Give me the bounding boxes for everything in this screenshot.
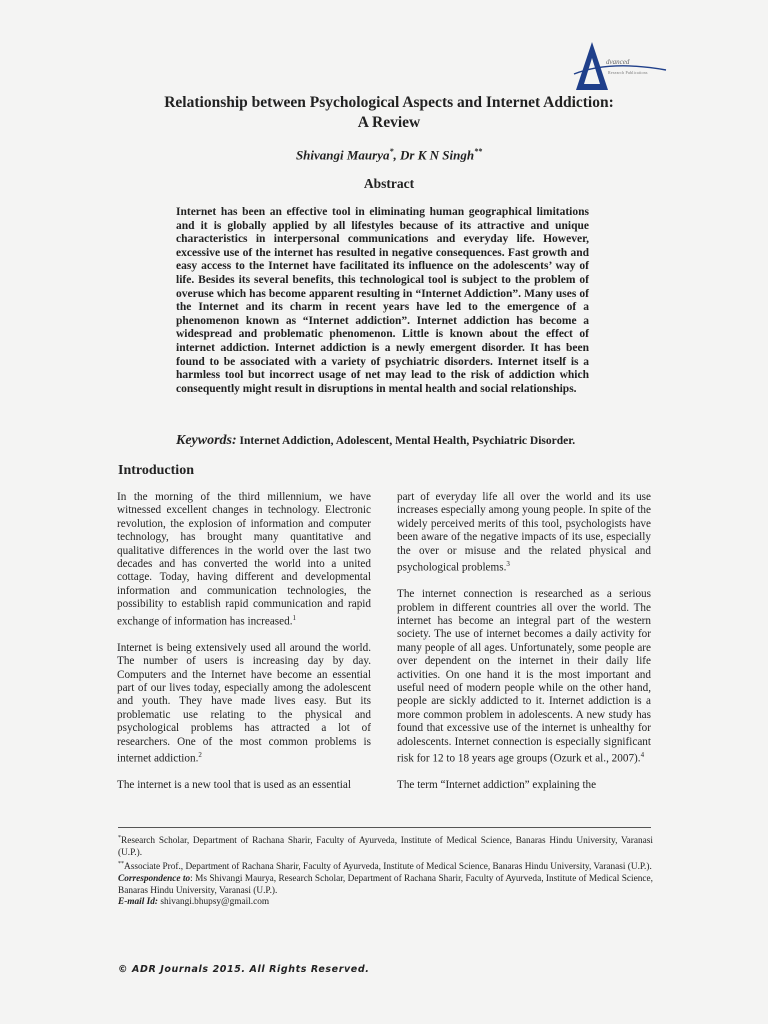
left-column — [117, 491, 371, 806]
abstract-text: Internet has been an effective tool in eliminating human geographical limitations and it is globally applied by all lifestyles because of its attractive and unique characteristics in interpersonal communications and everyday life. However, excessive use of the internet has resulted in negative consequences. Fast growth and easy access to the Internet have facilitated its influence on the adolescents’ way of life. Besides its several benefits, this technological tool is subject to the problem of overuse which has become apparent resulting in “Internet Addiction”. Many uses of the Internet and its charm in recent years have led to the emergence of a phenomenon known as “Internet addiction”. Internet addiction has become a widespread and problematic phenomenon. Little is known about the effect of internet addiction. Internet addiction is a newly emergent disorder. It has been found to be associated with a variety of psychiatric disorders. Internet itself is a harmless tool but incorrect usage of net may lead to the risk of addiction which consequently might result in disruptions in mental health and social relationships. — [176, 206, 589, 395]
correspondence: Correspondence to: Ms Shivangi Maurya, Research Scholar, Department of Rachana Sharir, Faculty of Ayurveda, Institute of Medical Science, Banaras Hindu University, Varanasi (U.P.). — [118, 873, 653, 896]
paragraph: Internet is being extensively used all around the world. The number of users is increasing day by day. Computers and the Internet have become an essential part of our lives today, especially among the adolescent and youth. They have made lives easy. But its problematic use relating to the physical and psychological problems has attracted a lot of researchers. One of the most common problems is internet addiction.$^2$ — [117, 641, 371, 765]
keywords — [176, 433, 606, 449]
paragraph: In the morning of the third millennium, we have witnessed excellent changes in technology. Electronic revolution, the explosion of information and computer technology, has brought many quantitative and qualitative differences in the world over the last two decades and has converted the world into a united cottage. Today, having different and developmental information and communication technologies, the possibility to establish rapid communication and rapid exchange of information has increased.$^1$ — [117, 491, 371, 628]
citation-ref: 4 — [640, 751, 645, 760]
paragraph: The internet is a new tool that is used as an essential — [117, 779, 351, 792]
citation-ref: 3 — [506, 560, 510, 569]
author-list — [110, 147, 668, 163]
citation-ref: 2 — [198, 751, 202, 760]
footnotes — [118, 833, 653, 909]
author-1: Shivangi Maurya — [295, 147, 390, 163]
email: E-mail Id: shivangi.bhupsy@gmail.com — [118, 897, 270, 908]
right-column — [397, 491, 651, 806]
keywords-label: Keywords: — [176, 433, 237, 448]
logo-subtext: Research Publications — [608, 70, 648, 75]
abstract-heading: Abstract — [363, 176, 415, 191]
paragraph: The internet connection is researched as a serious problem in different countries all over the world. The internet has become an integral part of the western society. The use of internet becomes a daily activity for many people of all ages. Unfortunately, some people are over dependent on the internet in their daily life activities. On one hand it is the most important and useful need of modern people while on the other hand, people are sickly addicted to it. Internet addiction is a more common problem in adolescents. A new study has found that excessive use of the internet is unhealthy for adolescents. Internet connection is especially significant risk for 12 to 18 years age groups (Ozurk et al., 2007).$^4$ — [397, 588, 651, 765]
copyright-notice: © ADR Journals 2015. All Rights Reserved. — [118, 964, 370, 975]
footnote-1: *Research Scholar, Department of Rachana Sharir, Faculty of Ayurveda, Institute of Medical Science, Banaras Hindu University, Varanasi (U.P.). — [118, 835, 653, 858]
title-line-2: A Review — [357, 114, 421, 131]
email-address: shivangi.bhupsy@gmail.com — [158, 897, 270, 908]
author-2: Dr K N Singh — [400, 147, 475, 163]
logo-text: dvanced — [606, 58, 630, 66]
introduction-heading: Introduction — [118, 463, 194, 478]
footnote-2: **Associate Prof., Department of Rachana Sharir, Faculty of Ayurveda, Institute of Medical Science, Banaras Hindu University, Varanasi (U.P.). — [118, 861, 652, 873]
keywords-text: Internet Addiction, Adolescent, Mental Health, Psychiatric Disorder. — [236, 435, 576, 447]
publisher-logo — [570, 40, 670, 92]
author-1-mark: * — [389, 147, 394, 156]
paper-title — [110, 93, 668, 133]
footnote-divider — [118, 827, 651, 828]
paragraph: part of everyday life all over the world and its use increases especially among young people. In spite of the widely perceived merits of this tool, psychologists have been aware of the negative impacts of its use, especially the over or misuse and the related physical and psychological problems.$^3$ — [397, 491, 651, 574]
title-line-1: Relationship between Psychological Aspects and Internet Addiction: — [164, 94, 614, 111]
paragraph: The term “Internet addiction” explaining the — [397, 779, 597, 792]
author-2-mark: ** — [474, 147, 483, 156]
author-separator: , — [393, 147, 400, 163]
citation-ref: 1 — [292, 613, 297, 622]
